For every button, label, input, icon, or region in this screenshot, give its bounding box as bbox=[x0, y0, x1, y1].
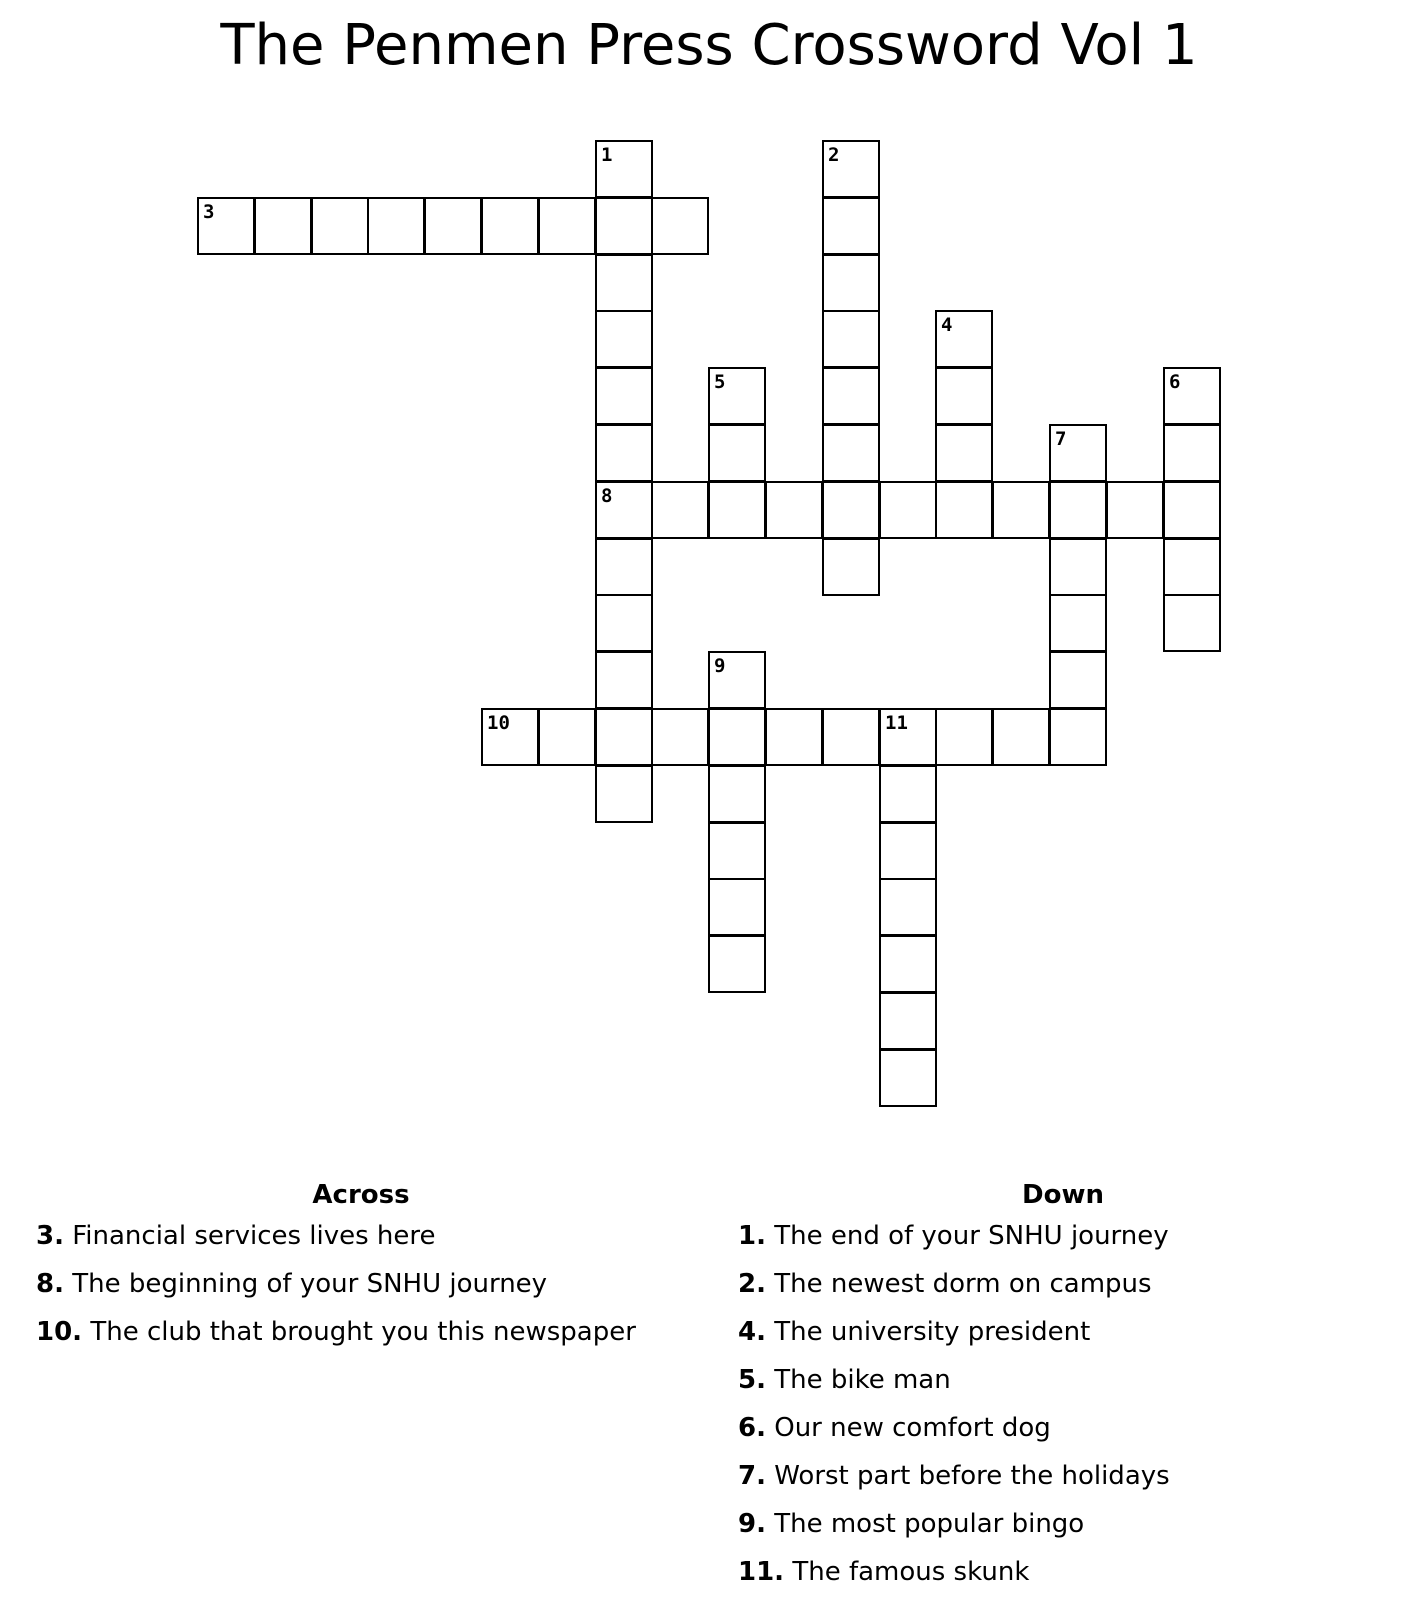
across-clue bbox=[36, 1212, 726, 1260]
grid-cell[interactable] bbox=[1163, 424, 1221, 482]
page-title: The Penmen Press Crossword Vol 1 bbox=[220, 13, 1198, 78]
clue-text: Financial services lives here bbox=[72, 1221, 436, 1251]
cell-number: 5 bbox=[714, 371, 726, 393]
grid-cell[interactable] bbox=[822, 197, 880, 255]
grid-cell[interactable] bbox=[1163, 594, 1221, 652]
grid-cell[interactable] bbox=[651, 481, 709, 539]
grid-cell[interactable] bbox=[992, 708, 1050, 766]
clue-text: The end of your SNHU journey bbox=[774, 1221, 1169, 1251]
grid-cell[interactable] bbox=[595, 424, 653, 482]
across-heading: Across bbox=[312, 1180, 410, 1210]
clue-text: The club that brought you this newspaper bbox=[90, 1317, 636, 1347]
clue-number: 3. bbox=[36, 1221, 64, 1251]
grid-cell[interactable] bbox=[708, 878, 766, 936]
clue-text: The beginning of your SNHU journey bbox=[72, 1269, 548, 1299]
clue-number: 10. bbox=[36, 1317, 83, 1347]
down-clues bbox=[738, 1178, 1398, 1596]
grid-cell[interactable] bbox=[595, 481, 653, 539]
grid-cell[interactable] bbox=[595, 140, 653, 198]
across-clue bbox=[36, 1260, 726, 1308]
across-clues bbox=[36, 1178, 726, 1356]
grid-cell[interactable] bbox=[708, 481, 766, 539]
grid-cell[interactable] bbox=[879, 1049, 937, 1107]
clue-number: 4. bbox=[738, 1317, 766, 1347]
clue-text: The newest dorm on campus bbox=[774, 1269, 1152, 1299]
grid-cell[interactable] bbox=[822, 254, 880, 312]
clue-number: 11. bbox=[738, 1557, 785, 1587]
grid-cell[interactable] bbox=[481, 708, 539, 766]
grid-cell[interactable] bbox=[879, 765, 937, 823]
grid-cell[interactable] bbox=[822, 708, 880, 766]
cell-number: 4 bbox=[941, 314, 953, 336]
down-clue bbox=[738, 1404, 1398, 1452]
grid-cell[interactable] bbox=[708, 765, 766, 823]
cell-number: 8 bbox=[601, 485, 613, 507]
grid-cell[interactable] bbox=[708, 708, 766, 766]
grid-cell[interactable] bbox=[822, 310, 880, 368]
grid-cell[interactable] bbox=[424, 197, 482, 255]
down-clue bbox=[738, 1500, 1398, 1548]
grid-cell[interactable] bbox=[708, 935, 766, 993]
down-clue bbox=[738, 1260, 1398, 1308]
grid-cell[interactable] bbox=[1049, 651, 1107, 709]
clue-text: Worst part before the holidays bbox=[774, 1461, 1170, 1491]
grid-cell[interactable] bbox=[879, 481, 937, 539]
grid-cell[interactable] bbox=[935, 367, 993, 425]
grid-cell[interactable] bbox=[879, 878, 937, 936]
down-clue bbox=[738, 1452, 1398, 1500]
grid-cell[interactable] bbox=[595, 651, 653, 709]
grid-cell[interactable] bbox=[538, 708, 596, 766]
grid-cell[interactable] bbox=[935, 310, 993, 368]
grid-cell[interactable] bbox=[708, 651, 766, 709]
grid-cell[interactable] bbox=[1106, 481, 1164, 539]
grid-cell[interactable] bbox=[879, 992, 937, 1050]
grid-cell[interactable] bbox=[708, 367, 766, 425]
clue-number: 5. bbox=[738, 1365, 766, 1395]
grid-cell[interactable] bbox=[595, 367, 653, 425]
grid-cell[interactable] bbox=[595, 594, 653, 652]
grid-cell[interactable] bbox=[595, 310, 653, 368]
cell-number: 10 bbox=[487, 712, 510, 734]
down-heading: Down bbox=[1022, 1180, 1104, 1210]
clue-number: 6. bbox=[738, 1413, 766, 1443]
grid-cell[interactable] bbox=[935, 708, 993, 766]
grid-cell[interactable] bbox=[1163, 538, 1221, 596]
grid-cell[interactable] bbox=[1049, 538, 1107, 596]
grid-cell[interactable] bbox=[879, 935, 937, 993]
cell-number: 3 bbox=[203, 201, 215, 223]
clue-number: 8. bbox=[36, 1269, 64, 1299]
grid-cell[interactable] bbox=[1049, 424, 1107, 482]
cell-number: 9 bbox=[714, 655, 726, 677]
clue-number: 7. bbox=[738, 1461, 766, 1491]
grid-cell[interactable] bbox=[481, 197, 539, 255]
grid-cell[interactable] bbox=[651, 708, 709, 766]
cell-number: 11 bbox=[885, 712, 908, 734]
clue-text: Our new comfort dog bbox=[774, 1413, 1051, 1443]
grid-cell[interactable] bbox=[1163, 481, 1221, 539]
grid-cell[interactable] bbox=[595, 765, 653, 823]
clue-number: 9. bbox=[738, 1509, 766, 1539]
grid-cell[interactable] bbox=[538, 197, 596, 255]
grid-cell[interactable] bbox=[822, 367, 880, 425]
down-clue bbox=[738, 1356, 1398, 1404]
grid-cell[interactable] bbox=[595, 708, 653, 766]
grid-cell[interactable] bbox=[708, 424, 766, 482]
grid-cell[interactable] bbox=[1049, 594, 1107, 652]
grid-cell[interactable] bbox=[595, 538, 653, 596]
grid-cell[interactable] bbox=[197, 197, 255, 255]
grid-cell[interactable] bbox=[935, 481, 993, 539]
grid-cell[interactable] bbox=[765, 708, 823, 766]
cell-number: 6 bbox=[1169, 371, 1181, 393]
clue-text: The bike man bbox=[774, 1365, 951, 1395]
grid-cell[interactable] bbox=[822, 140, 880, 198]
down-clue bbox=[738, 1212, 1398, 1260]
grid-cell[interactable] bbox=[1163, 367, 1221, 425]
grid-cell[interactable] bbox=[992, 481, 1050, 539]
grid-cell[interactable] bbox=[822, 481, 880, 539]
grid-cell[interactable] bbox=[1049, 481, 1107, 539]
cell-number: 1 bbox=[601, 144, 613, 166]
clue-text: The most popular bingo bbox=[774, 1509, 1085, 1539]
clue-number: 2. bbox=[738, 1269, 766, 1299]
grid-cell[interactable] bbox=[879, 708, 937, 766]
clue-text: The university president bbox=[774, 1317, 1091, 1347]
grid-cell[interactable] bbox=[765, 481, 823, 539]
grid-cell[interactable] bbox=[367, 197, 425, 255]
grid-cell[interactable] bbox=[651, 197, 709, 255]
across-clue bbox=[36, 1308, 726, 1356]
grid-cell[interactable] bbox=[595, 254, 653, 312]
grid-cell[interactable] bbox=[311, 197, 369, 255]
grid-cell[interactable] bbox=[708, 822, 766, 880]
down-clue bbox=[738, 1308, 1398, 1356]
grid-cell[interactable] bbox=[254, 197, 312, 255]
clue-text: The famous skunk bbox=[792, 1557, 1030, 1587]
grid-cell[interactable] bbox=[1049, 708, 1107, 766]
grid-cell[interactable] bbox=[935, 424, 993, 482]
cell-number: 7 bbox=[1055, 428, 1067, 450]
grid-cell[interactable] bbox=[879, 822, 937, 880]
clue-number: 1. bbox=[738, 1221, 766, 1251]
grid-cell[interactable] bbox=[822, 424, 880, 482]
grid-cell[interactable] bbox=[822, 538, 880, 596]
grid-cell[interactable] bbox=[595, 197, 653, 255]
down-clue bbox=[738, 1548, 1398, 1596]
cell-number: 2 bbox=[828, 144, 840, 166]
